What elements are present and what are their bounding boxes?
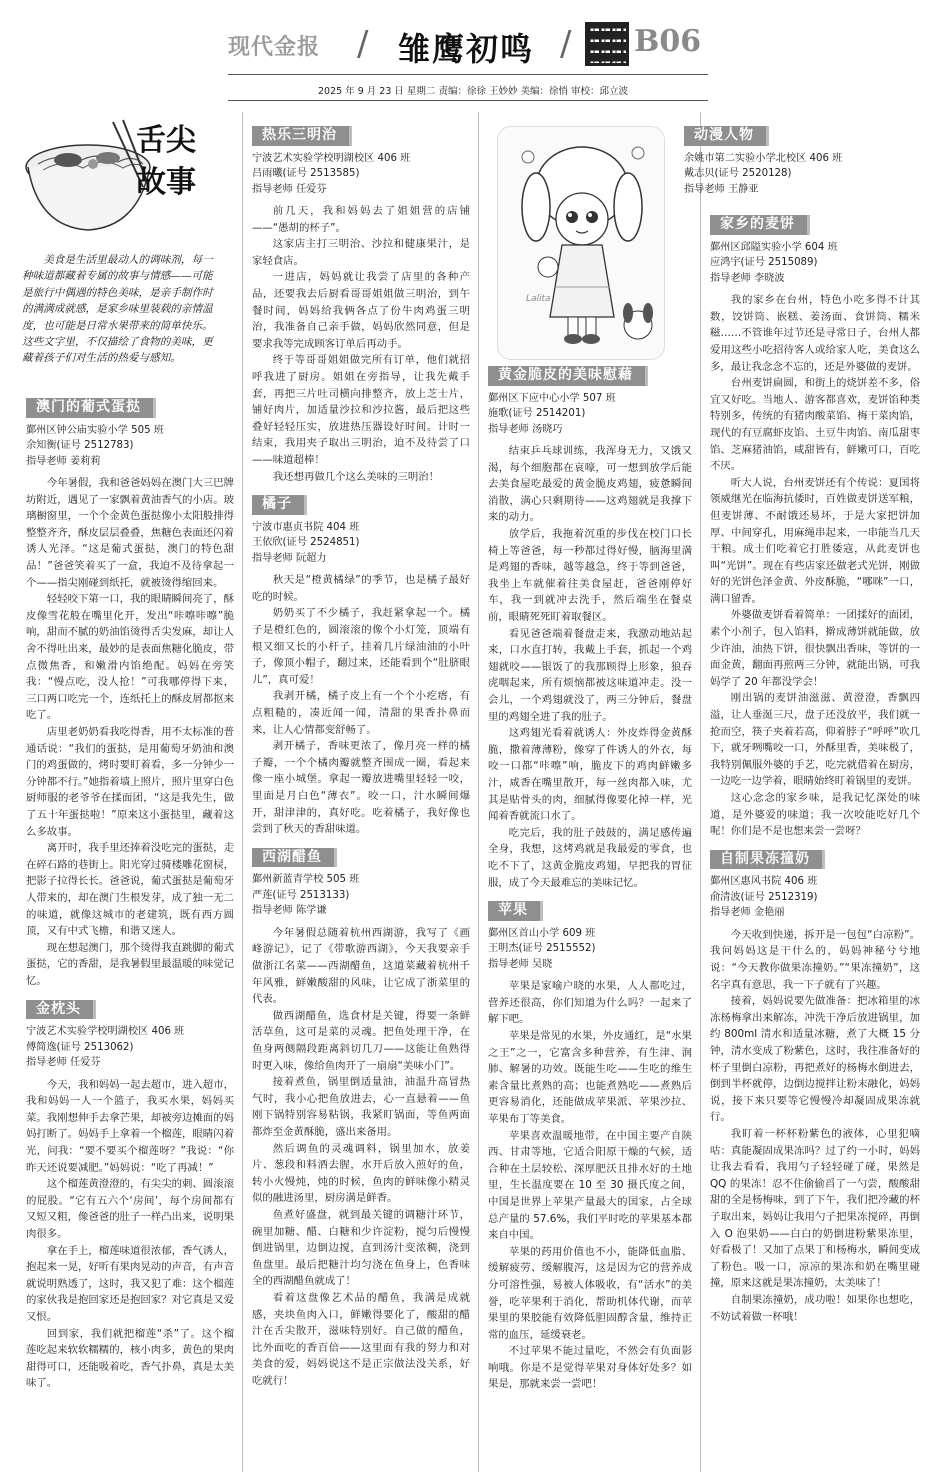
article-school: 宁波市惠贞书院 404 班 [252,521,360,533]
article-paragraph: 然后调鱼的灵魂调料，锅里加水，放姜片、葱段和料酒去腥，水开后放入煎好的鱼，转小火慢炖，炖的时候，鱼肉的鲜味像小精灵似的融进汤里，厨房满是鲜香。 [252,1142,470,1205]
article-school: 鄞州区首山小学 609 班 [488,927,596,939]
article-author: 俞清波(证号 2512319) [710,891,818,903]
article-paragraph: 今天收到快递，拆开是一包包“白凉粉”。我问妈妈这是干什么的，妈妈神秘兮兮地说：“今天教你做果冻撞奶。”“果冻撞奶”，这名字真有意思，我一下子就有了兴趣。 [710,928,920,991]
article-title: 西湖醋鱼 [252,848,337,868]
article-paragraph: 苹果喜欢温暖地带，在中国主要产自陕西、甘肃等地，它适合阳原干燥的气候，适合种在土层较松、深厚肥沃且排水好的土地里，生长温度要在 10 至 30 摄氏度之间，中国是世界上苹果产量最大的国家，占全球总产量的 57.6%，我们平时吃的苹果基本都来自中国。 [488,1129,692,1242]
intro-text: 美食是生活里最动人的调味剂，每一种味道都藏着专属的故事与情感——可能是旅行中偶遇的特色美味，是亲手制作时的满满成就感，是家乡味里装载的亲情温度，也可能是日常水果带来的简单快乐。这些文字里，不仅描绘了食物的美味，更藏着孩子们对生活的热爱与感知。 [22,254,213,365]
article-paragraph: 这鸡翅光看着就诱人：外皮炸得金黄酥脆，撒着薄薄粉，像穿了件诱人的外衣，每咬一口都“咔嚓”响，脆皮下的鸡肉鲜嫩多汁，咸香在嘴里散开，每一丝肉都入味，尤其是贴骨头的肉，细腻得像要化掉一样，光闻着香就流口水了。 [488,727,692,823]
article-paragraph: 结束乒乓球训练，我浑身无力，又饿又渴，每个细胞都在哀嚎，可一想到放学后能去美食屋吃最爱的黄金脆皮鸡翅，疲惫瞬间消散，满心只剩期待——这鸡翅就是我撑下来的动力。 [488,445,692,524]
article-school: 鄞州新蓝青学校 505 班 [252,874,360,886]
qr-code-icon [585,22,629,66]
article-paragraph: 自制果冻撞奶，成功啦！如果你也想吃，不妨试着做一杯哦！ [710,1293,920,1323]
article-title: 热乐三明治 [252,126,352,146]
article-title: 苹果 [488,901,543,921]
article-school: 鄞州区钟公庙实验小学 505 班 [26,424,164,436]
intro-title-line1: 舌尖 [136,123,196,158]
article-paragraph: 这家店主打三明治、沙拉和健康果汁，是家轻食店。 [252,238,470,267]
slash-divider: / [357,24,369,64]
article-title: 澳门的葡式蛋挞 [26,398,156,418]
article-author: 施歌(证号 2514201) [488,408,586,420]
article-paragraph: 我剥开橘，橘子皮上有一个个小疙瘩，有点粗糙的，凑近闻一闻，清甜的果香扑鼻而来，让人心情都变舒畅了。 [252,690,470,736]
article-paragraph: 一进店，妈妈就让我尝了店里的各种产品，还要我去后厨看哥哥姐姐做三明治，到午餐时间，妈妈给我俩各点了份牛肉鸡蛋三明治，我准备自己亲手做，妈妈欣然同意，但是要求我等完成顾客订单后再动手。 [252,271,470,350]
article-paragraph: 秋天是“橙黄橘绿”的季节，也是橘子最好吃的时候。 [252,574,470,603]
intro-title-line2: 故事 [136,165,196,200]
article-teacher: 指导老师 李晓波 [710,272,785,284]
article-school: 宁波艺术实验学校明湖校区 406 班 [26,1026,185,1038]
article-paragraph: 回到家，我们就把榴莲“杀”了。这个榴莲吃起来软软糯糯的，核小肉多，黄色的果肉甜得可口，还能吸着吃，香气扑鼻，真是太美味了。 [26,1327,234,1390]
article-teacher: 指导老师 陈学谦 [252,905,327,917]
article-paragraph: 终于等哥哥姐姐做完所有订单，他们就招呼我进了厨房。姐姐在旁指导，让我先戴手套，再把三片吐司横向排整齐，放上芝士片，铺好肉片，加适量沙拉和沙拉酱，最后把这些叠好轻轻压实，放进热压器设好时间。计时一结束，我用夹子取出三明治，迫不及待尝了口——味道超棒！ [252,354,470,466]
article-title: 家乡的麦饼 [710,215,810,235]
article-paragraph: 今年暑假总随着杭州西湖游，我写了《画峰游记》，记了《带歌游西湖》，今天我要亲手做浙江名菜——西湖醋鱼，这道菜藏着杭州千年风雅，鲜嫩酸甜的风味，让它成了浙菜里的代表。 [252,926,470,1006]
article-paragraph: 剥开橘子，香味更浓了，像月亮一样的橘子瓣，一个个橘肉瓣就整齐围成一圈，看起来像一座小城堡。拿起一瓣放进嘴里轻轻一咬，里面是月白色“薄衣”。咬一口，汁水瞬间爆开，甜津津的，真好吃。吃着橘子，我好像也尝到了秋天的香甜味道。 [252,740,470,836]
article-author: 王明杰(证号 2515552) [488,943,596,955]
article-teacher: 指导老师 姜莉莉 [26,455,101,467]
header-rule [228,74,708,75]
article-paragraph: 刚出锅的麦饼油滋滋、黄澄澄，香飘四溢，让人垂涎三尺，盘子还没放平，我们就一抢而空，筷子夹着若高，仰着脖子“呼呼”吹几下，就牙咧嘴咬一口，外酥里香，美味极了，我特别佩服外婆的手艺，吃完就借着在厨房，一边吃一边学着，眼睛始终盯着锅里的麦饼。 [710,692,920,788]
article-author: 严莲(证号 2513133) [252,889,350,901]
article-paragraph: 前几天，我和妈妈去了姐姐营的店铺——“愚胡的杯子”。 [252,205,470,234]
article-author: 王依欣(证号 2524851) [252,537,360,549]
page-number: B06 [634,24,702,59]
article-paragraph: 苹果是家喻户晓的水果，人人都吃过，营养还很高，你们知道为什么吗？一起来了解下吧。 [488,980,692,1026]
article-teacher: 指导老师 任爱芬 [252,183,327,195]
article-author: 戴志贝(证号 2520128) [684,168,792,180]
article-paragraph: 放学后，我拖着沉重的步伐在校门口长椅上等爸爸，每一秒都过得好慢，脑海里满是鸡翅的香味，越等越急，终于等到爸爸，我坐上车就催着往美食屋赶，爸爸刚停好车，我一到就冲去洗手，然后端坐在餐桌前，眼睛死死盯着取餐区。 [488,528,692,624]
article-paragraph: 我的家乡在台州，特色小吃多得不计其数，饺饼筒、嵌糕、姜汤面、食饼筒、糯米糍……不管谁年过节还是寻常日子，台州人都爱用这些小吃招待客人或给家人吃，美食这么多，最让我念念不忘的，还是外婆做的麦饼。 [710,294,920,373]
article-teacher: 指导老师 金艳丽 [710,907,785,919]
article-title: 橘子 [252,495,307,515]
article-paragraph: 拿在手上，榴莲味道很浓郁，香气诱人，抱起来一晃，好听有果肉晃动的声音，有声音就说明熟透了，这时，我又犯了难：这个榴莲的家伙我是抱回家还是抱回家？对它真是又爱又恨。 [26,1244,234,1323]
column-2 [252,126,470,1390]
article-school: 余姚市第二实验小学北校区 406 班 [684,152,843,164]
article-title: 自制果冻撞奶 [710,850,825,870]
article-title: 黄金脆皮的美味慰藉 [488,366,648,386]
article-title: 金枕头 [26,1000,96,1020]
cartoon-girl-illustration [497,126,665,360]
article-author: 应鸿宇(证号 2515089) [710,257,818,269]
dateline: 2025 年 9 月 23 日 星期二 责编：徐徐 王妙妙 美编：徐悄 审校：邱立波 [318,86,629,97]
paper-name: 现代金报 [228,34,321,60]
article-paragraph: 今天，我和妈妈一起去超市，进入超市，我和妈妈一人一个篮子，我买水果，妈妈买菜。我刚想伸手去拿芒果，却被旁边摊面的妈妈打断了。妈妈手上拿着一个榴莲，眼睛闪着光，问我：“要不要买个榴莲呀？”我说：“你昨天还说要减肥。”妈妈说：“吃了再减！” [26,1078,234,1174]
article-paragraph: 苹果的药用价值也不小，能降低血脂、缓解疲劳、缓解腹泻，这是因为它的营养成分可溶性强，易被人体吸收，有“活水”的美誉，吃苹果利于消化，帮助机体代谢，而苹果里的果胶能有效降低胆固醇含量，维持正常的血压，延缓衰老。 [488,1245,692,1341]
article-paragraph: 听大人说，台州麦饼还有个传说：夏国将领威继光在临海抗倭时，百姓做麦饼送军粮，但麦饼薄、不耐饿还易坏，于是大家把饼加厚、中间穿孔，用麻绳串起来，一串能当几天干粮。成士们吃着它打胜倭寇，从此麦饼也叫“光饼”。现在有些店家还做老式光饼，刚做好的光饼色泽金黄、外皮酥脆，“哪咪”一口，满口留香。 [710,476,920,605]
article-paragraph: 台州麦饼扁圆，和街上的烧饼差不多，俗宜又好吃。当地人、游客都喜欢，麦饼馅种类特别多，传统的有猪肉酸菜馅、梅干菜肉馅，现代的有豆腐虾皮馅、土豆牛肉馅、南瓜甜枣馅、芝麻猪油馅，咸甜皆有，鲜嫩可口，百吃不厌。 [710,377,920,473]
article-paragraph: 接着，妈妈说要先做准备：把冰箱里的冰冻杨梅拿出来解冻，冲洗干净后放进锅里，加约 800ml 清水和适量冰糖，煮了大概 15 分钟，清水变成了粉紫色，这时，我往准备好的杯子里倒白凉粉，再把煮好的杨梅水倒进去，倒到半杯就停，边倒边搅拌让粉末融化，妈妈说，接下来只要等它慢慢冷却凝固成果冻就行。 [710,995,920,1124]
article-paragraph: 离开时，我手里还捧着没吃完的蛋挞，走在碎石路的巷街上。阳光穿过骑楼雕花窗棂，把影子拉得长长。爸爸说，葡式蛋挞是葡萄牙人带来的，却在澳门生根发芽，成了独一无二的味道，就像这城市的老建筑，既有西方圆顶，又有中式飞檐，和谐又迷人。 [26,842,234,938]
article-paragraph: 我盯着一杯杯粉紫色的液体，心里犯嘀咕：真能凝固成果冻吗？过了约一小时，妈妈让我去看看，我用勺子轻轻碰了碰，果然是 QQ 的果冻！忍不住偷偷舀了一勺尝，酸酸甜甜的全是杨梅味，到了下午，我们把冷藏的杯子取出来，妈妈让我用勺子把果冻搅碎，再倒入 O 泡果奶——白白的奶倒进粉紫果冻里，好看极了！又加了点果丁和杨梅水，瞬间变成了粉色。吸一口，凉凉的果冻和奶在嘴里碰撞，原来这就是果冻撞奶，太美味了！ [710,1128,920,1290]
section-name: 雏鹰初鸣 [398,30,535,68]
article-teacher: 指导老师 汤晓巧 [488,423,563,435]
illustration-signature: Lalita [526,294,551,304]
header-rule [228,100,708,101]
article-author: 余知衡(证号 2512783) [26,440,134,452]
column-4 [684,126,920,1325]
article-paragraph: 现在想起澳门，那个烫得我直跳脚的葡式蛋挞，它的香甜，是我暑假里最温暖的味觉记忆。 [26,941,234,987]
column-3 [488,366,692,1393]
masthead [0,0,934,80]
article-paragraph: 看着这盘像艺术品的醋鱼，我满是成就感，夹块鱼肉入口，鲜嫩得要化了，酸甜的醋汁在舌尖散开，滋味特别好。自己做的醋鱼，比外面吃的香百倍——这里面有我的努力和对美食的爱，妈妈说这不是正宗做法没关系，好吃就行！ [252,1291,470,1387]
article-teacher: 指导老师 王静亚 [684,183,759,195]
article-paragraph: 不过苹果不能过量吃，不然会有负面影响哦。你是不是觉得苹果对身体好处多？如果是，那就来尝一尝吧！ [488,1345,692,1391]
article-paragraph: 苹果是常见的水果，外皮通红，是“水果之王”之一，它富含多种营养，有生津、润肺、解暑的功效。既能生吃——生吃的维生素含量比煮熟的高；也能煮熟吃——煮熟后更容易消化，还能做成苹果派、苹果沙拉、苹果布丁等美食。 [488,1030,692,1125]
article-paragraph: 看见爸爸端着餐盘走来，我激动地站起来，口水直打转，我戴上手套，抓起一个鸡翅就咬——银饭了的我那顾得上形象，狼吞虎咽起来，所有烦恼都被这味道冲走。没一会儿，一个鸡翅就没了，两三分钟后，餐盘里的鸡翅全进了我的肚子。 [488,627,692,723]
article-school: 鄞州区邱隘实验小学 604 班 [710,241,838,253]
cartoon-girl-drawing [498,127,665,360]
article-paragraph: 接着煮鱼，锅里倒适量油，油温升高冒热气时，我小心把鱼放进去，心一直悬着——鱼刚下锅特别容易粘锅，我紧盯锅面，等鱼两面都炸至金黄酥脆，盛出来备用。 [252,1076,470,1138]
article-paragraph: 鱼煮好盛盘，就到最关键的调糖汁环节，碗里加糖、醋、白糖和少许淀粉，搅匀后慢慢倒进锅里，边倒边搅，直到汤汁变浓稠，浇到鱼盘里。最后把糖汁均匀浇在鱼身上，色香味全的西湖醋鱼就成了！ [252,1208,470,1288]
article-paragraph: 这心念念的家乡味，是我记忆深处的味道，是外婆爱的味道；我一次咬能吃好几个呢！你们是不是也想来尝一尝呀？ [710,792,920,838]
article-school: 鄞州区下应中心小学 507 班 [488,392,616,404]
article-paragraph: 我还想再做几个这么美味的三明治！ [272,470,440,483]
article-paragraph: 奶奶买了不少橘子，我赶紧拿起一个。橘子是橙红色的，圆滚滚的像个小灯笼，顶端有根又细又长的小杆子，挂着几片绿油油的小叶子，像顶小帽子，翻过来，还能看到个“肚脐眼儿”，真可爱！ [252,607,470,686]
column-divider [700,112,701,1472]
article-paragraph: 店里老奶奶看我吃得香，用不太标准的普通话说：“我们的蛋挞，是用葡萄牙奶油和澳门的鸡蛋做的，烤时要盯着看，多一分钟少一分钟都不行。”她指着墙上照片，照片里穿白色厨师服的老爷爷在揉面团，“这是我先生，做了五十年蛋挞啦！”原来这小蛋挞里，藏着这么多故事。 [26,726,234,838]
article-paragraph: 做西湖醋鱼，选食材是关键，得要一条鲜活草鱼，这可是菜的灵魂。把鱼处理干净，在鱼身两侧隔段距离斜切几刀——这能让鱼熟得时更入味，像给鱼肉开了一扇扇“美味小门”。 [252,1009,470,1072]
noodle-bowl-illustration [18,112,228,242]
article-paragraph: 吃完后，我的肚子鼓鼓的，满足感传遍全身，我想，这烤鸡就是我最爱的零食，也吃不下了，这黄金脆皮鸡翅，早把我的胃征服，成了今天最难忘的美味记忆。 [488,826,692,889]
article-author: 吕雨曦(证号 2513585) [252,168,360,180]
article-teacher: 指导老师 阮超力 [252,552,327,564]
column-1 [26,398,234,1392]
article-paragraph: 今年暑假，我和爸爸妈妈在澳门大三巴牌坊附近，遇见了一家飘着黄油香气的小店。玻璃橱窗里，一个个金黄色蛋挞像小太阳般排得整整齐齐，酥皮层层叠叠，焦糖色表面还闪着诱人光泽。“这是葡式蛋挞，澳门的特色甜品！”爸爸笑着买了一盒，我迫不及待拿起一个——指尖刚碰到纸托，就被烫得缩回来。 [26,477,234,589]
column-divider [478,112,479,1472]
column-divider [242,112,243,1472]
article-teacher: 指导老师 吴晓 [488,958,553,970]
article-title: 动漫人物 [684,126,769,146]
slash-divider: / [560,24,572,64]
article-paragraph: 这个榴莲黄澄澄的，有尖尖的刺、圆滚滚的屁股。“它有五六个‘房间’，每个房间都有又短又粗，像爸爸的肚子一样凸出来，说明果肉很多。 [26,1178,234,1240]
article-school: 鄞州区惠风书院 406 班 [710,876,818,888]
article-school: 宁波艺术实验学校明湖校区 406 班 [252,152,411,164]
article-paragraph: 外婆做麦饼看着简单：一团揉好的面团，素个小剂子，包入馅料，擀成薄饼就能做，放少许油，油热下饼，很快飘出香味，等饼的一面金黄，翻面再煎两三分钟，就能出锅，可我妈学了 20 年都没学会！ [710,609,920,688]
article-teacher: 指导老师 任爱芬 [26,1057,101,1069]
article-paragraph: 轻轻咬下第一口，我的眼睛瞬间亮了，酥皮像雪花般在嘴里化开，发出“咔嚓咔嚓”脆响，甜而不腻的奶油馅烫得舌尖发麻，却让人舍不得吐出来，最妙的是表面焦糖化脆皮，带点微焦香，和嫩滑内馅绝配。妈妈在旁笑我：“慢点吃，没人抢！”可我哪停得下来，三口两口吃完一个，连纸托上的酥皮屑都抠来吃了。 [26,593,234,722]
article-author: 傅简逸(证号 2513062) [26,1041,134,1053]
